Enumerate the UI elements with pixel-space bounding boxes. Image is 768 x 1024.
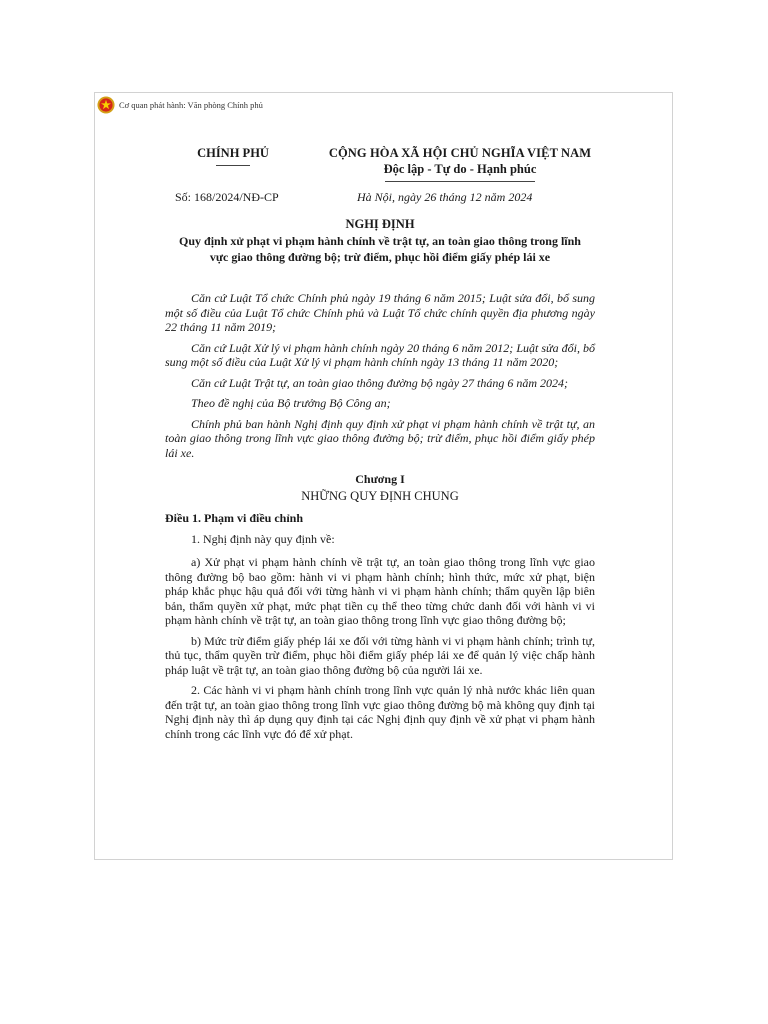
place-date: Hà Nội, ngày 26 tháng 12 năm 2024 (357, 190, 533, 204)
agency-block (183, 146, 283, 166)
national-header (320, 146, 600, 182)
article-content (165, 532, 595, 742)
agency-name: CHÍNH PHỦ (197, 146, 269, 160)
document-subtitle: Quy định xử phạt vi phạm hành chính về trật tự, an toàn giao thông trong lĩnh vực giao thông đường bộ; trừ điểm, phục hồi điểm giấy phép lái xe (179, 234, 581, 264)
preamble-paragraph: Theo đề nghị của Bộ trưởng Bộ Công an; (191, 396, 391, 410)
preamble-paragraph: Căn cứ Luật Tổ chức Chính phủ ngày 19 tháng 6 năm 2015; Luật sửa đổi, bổ sung một số điều của Luật Tổ chức Chính phủ và Luật Tổ chức chính quyền địa phương ngày 22 tháng 11 năm 2019; (165, 291, 595, 334)
preamble (165, 291, 595, 460)
preamble-paragraph: Căn cứ Luật Xử lý vi phạm hành chính ngày 20 tháng 6 năm 2012; Luật sửa đổi, bổ sung một số điều của Luật Xử lý vi phạm hành chính ngày 13 tháng 11 năm 2020; (165, 340, 595, 369)
chapter-title: NHỮNG QUY ĐỊNH CHUNG (301, 488, 459, 503)
clause-2: 2. Các hành vi vi phạm hành chính trong lĩnh vực quản lý nhà nước khác liên quan đến trật tự, an toàn giao thông trong lĩnh vực giao thông đường bộ mà không quy định tại Nghị định này thì áp dụng quy định tại các Nghị định quy định về xử phạt vi phạm hành chính trong các lĩnh vực đó để xử phạt. (165, 683, 595, 741)
clause-1b: b) Mức trừ điểm giấy phép lái xe đối với từng hành vi vi phạm hành chính; trình tự, thủ tục, thẩm quyền trừ điểm, phục hồi điểm giấy phép lái xe để quản lý việc chấp hành pháp luật về trật tự, an toàn giao thông đường bộ của người lái xe. (165, 633, 595, 677)
preamble-paragraph: Chính phủ ban hành Nghị định quy định xử phạt vi phạm hành chính về trật tự, an toàn giao thông trong lĩnh vực giao thông đường bộ; trừ điểm, phục hồi điểm giấy phép lái xe. (165, 416, 595, 460)
document-title: NGHỊ ĐỊNH (345, 217, 415, 231)
issuer-line (97, 96, 263, 114)
document-number: Số: 168/2024/NĐ-CP (175, 190, 279, 204)
agency-underline (216, 165, 250, 166)
national-emblem-icon (97, 96, 115, 114)
clause-1: 1. Nghị định này quy định về: (191, 531, 335, 546)
chapter-label: Chương I (355, 472, 405, 486)
preamble-paragraph: Căn cứ Luật Trật tự, an toàn giao thông đường bộ ngày 27 tháng 6 năm 2024; (191, 375, 569, 390)
motto-underline (385, 181, 535, 182)
article-heading: Điều 1. Phạm vi điều chỉnh (165, 511, 304, 525)
country-name: CỘNG HÒA XÃ HỘI CHỦ NGHĨA VIỆT NAM (328, 146, 592, 160)
document-body (165, 291, 595, 747)
national-motto: Độc lập - Tự do - Hạnh phúc (383, 162, 537, 176)
issuer-text: Cơ quan phát hành: Văn phòng Chính phủ (119, 100, 263, 110)
document-page (94, 92, 673, 860)
clause-1a: a) Xử phạt vi phạm hành chính về trật tự, an toàn giao thông trong lĩnh vực giao thông đường bộ bao gồm: hành vi vi phạm hành chính; hình thức, mức xử phạt, biện pháp khắc phục hậu quả đối với từng hành vi vi phạm hành chính; thẩm quyền lập biên bản, thẩm quyền xử phạt, mức phạt tiền cụ thể theo từng chức danh đối với hành vi vi phạm hành chính về trật tự, an toàn giao thông trong lĩnh vực giao thông đường bộ; (165, 555, 595, 627)
